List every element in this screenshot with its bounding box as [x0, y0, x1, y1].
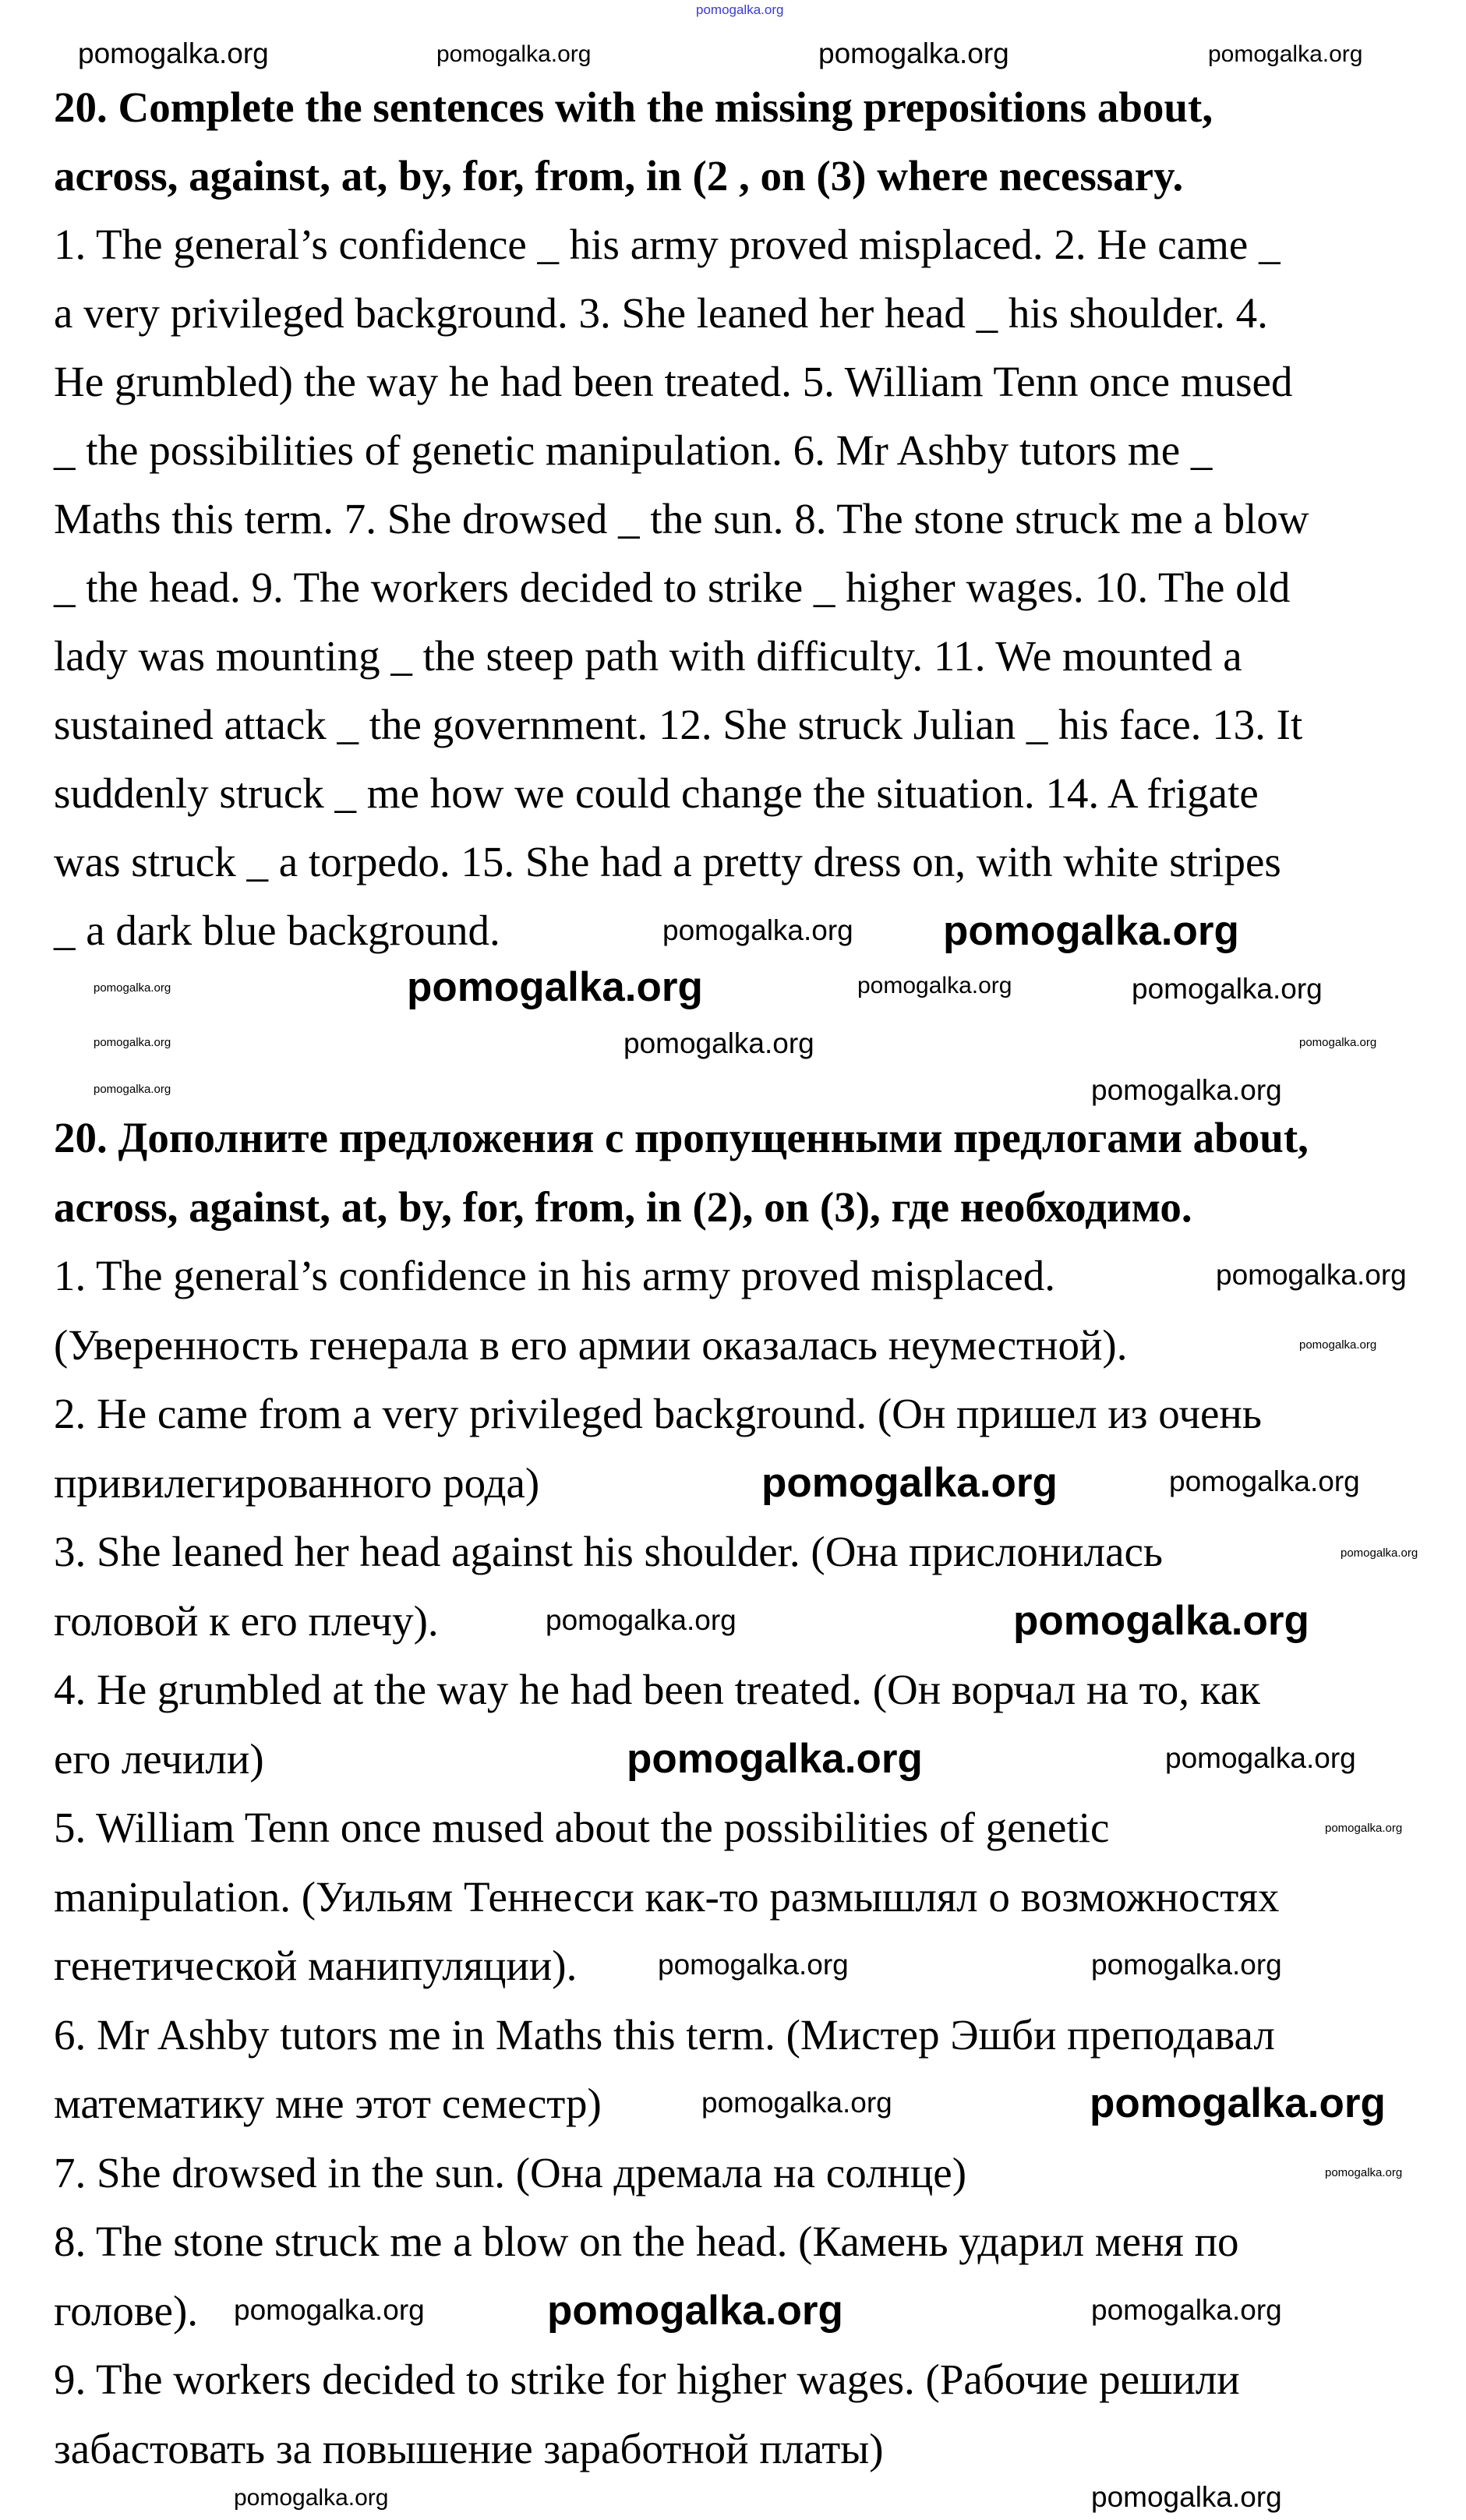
answer-line: 5. William Tenn once mused about the possibilities of genetic — [54, 1804, 1110, 1851]
exercise-title-en: across, against, at, by, for, from, in (2 , on (3) where necessary. — [54, 152, 1184, 200]
exercise-text-line: _ a dark blue background. — [54, 907, 500, 954]
watermark: pomogalka.org — [818, 37, 1009, 69]
watermark: pomogalka.org — [1216, 1259, 1407, 1291]
answer-line: 3. She leaned her head against his shoulder. (Она прислонилась — [54, 1528, 1163, 1575]
watermark: pomogalka.org — [407, 964, 703, 1010]
watermark: pomogalka.org — [701, 2087, 892, 2119]
answer-line: 1. The general’s confidence in his army proved misplaced. — [54, 1252, 1055, 1299]
watermark: pomogalka.org — [658, 1949, 849, 1981]
answer-line: головой к его плечу). — [54, 1597, 439, 1645]
answer-line: его лечили) — [54, 1735, 264, 1783]
watermark: pomogalka.org — [1299, 1338, 1377, 1352]
watermark: pomogalka.org — [627, 1736, 923, 1782]
answer-line: математику мне этот семестр) — [54, 2080, 602, 2127]
answer-line: генетической манипуляции). — [54, 1942, 578, 1989]
watermark: pomogalka.org — [761, 1460, 1058, 1506]
watermark: pomogalka.org — [1091, 1074, 1282, 1106]
watermark: pomogalka.org — [1325, 1822, 1403, 1835]
exercise-text-line: Maths this term. 7. She drowsed _ the sun. 8. The stone struck me a blow — [54, 495, 1309, 543]
watermark: pomogalka.org — [1208, 41, 1363, 67]
answer-line: (Уверенность генерала в его армии оказалась неуместной). — [54, 1321, 1128, 1369]
watermark: pomogalka.org — [1169, 1465, 1360, 1497]
watermark: pomogalka.org — [696, 2, 784, 17]
watermark: pomogalka.org — [943, 908, 1239, 954]
watermark: pomogalka.org — [1132, 973, 1323, 1005]
watermark: pomogalka.org — [1325, 2166, 1403, 2179]
exercise-text-line: suddenly struck _ me how we could change the situation. 14. A frigate — [54, 769, 1259, 817]
watermark: pomogalka.org — [1341, 1546, 1418, 1560]
watermark: pomogalka.org — [1091, 2294, 1282, 2326]
exercise-title-en: 20. Complete the sentences with the missing prepositions about, — [54, 83, 1213, 131]
watermark: pomogalka.org — [547, 2288, 843, 2334]
answer-line: привилегированного рода) — [54, 1459, 540, 1507]
answer-line: 7. She drowsed in the sun. (Она дремала на солнце) — [54, 2149, 967, 2197]
watermark: pomogalka.org — [1091, 2481, 1282, 2513]
watermark: pomogalka.org — [857, 973, 1012, 998]
exercise-text-line: was struck _ a torpedo. 15. She had a pretty dress on, with white stripes — [54, 838, 1281, 885]
watermark: pomogalka.org — [1013, 1598, 1309, 1644]
exercise-text-line: He grumbled) the way he had been treated. 5. William Tenn once mused — [54, 358, 1293, 405]
exercise-text-line: _ the possibilities of genetic manipulation. 6. Mr Ashby tutors me _ — [54, 426, 1213, 474]
exercise-text-line: _ the head. 9. The workers decided to strike _ higher wages. 10. The old — [54, 564, 1291, 611]
exercise-text-line: sustained attack _ the government. 12. She struck Julian _ his face. 13. It — [54, 701, 1303, 748]
answer-line: забастовать за повышение заработной платы) — [54, 2425, 884, 2472]
exercise-text-line: lady was mounting _ the steep path with difficulty. 11. We mounted a — [54, 632, 1242, 680]
exercise-title-ru: across, against, at, by, for, from, in (2), on (3), где необходимо. — [54, 1182, 1192, 1231]
watermark: pomogalka.org — [94, 1083, 171, 1096]
answer-line: 6. Mr Ashby tutors me in Maths this term. (Мистер Эшби преподавал — [54, 2011, 1275, 2059]
watermark: pomogalka.org — [1299, 1036, 1377, 1049]
watermark: pomogalka.org — [1091, 1949, 1282, 1981]
watermark: pomogalka.org — [1090, 2080, 1386, 2126]
watermark: pomogalka.org — [436, 41, 592, 67]
exercise-title-ru: 20. Дополните предложения с пропущенными предлогами about, — [54, 1114, 1309, 1161]
answer-line: 2. He came from a very privileged background. (Он пришел из очень — [54, 1390, 1262, 1437]
answer-line: 9. The workers decided to strike for higher wages. (Рабочие решили — [54, 2356, 1240, 2403]
watermark: pomogalka.org — [1165, 1742, 1356, 1774]
watermark: pomogalka.org — [94, 1036, 171, 1049]
answer-line: 8. The stone struck me a blow on the head. (Камень ударил меня по — [54, 2218, 1239, 2265]
exercise-text-line: 1. The general’s confidence _ his army proved misplaced. 2. He came _ — [54, 221, 1281, 268]
answer-line: manipulation. (Уильям Теннесси как-то размышлял о возможностях — [54, 1873, 1280, 1921]
watermark: pomogalka.org — [623, 1027, 814, 1059]
watermark: pomogalka.org — [234, 2294, 425, 2326]
watermark: pomogalka.org — [78, 37, 269, 69]
answer-line: голове). — [54, 2287, 199, 2334]
watermark: pomogalka.org — [546, 1604, 737, 1636]
watermark: pomogalka.org — [662, 914, 853, 946]
watermark: pomogalka.org — [94, 981, 171, 995]
exercise-text-line: a very privileged background. 3. She leaned her head _ his shoulder. 4. — [54, 289, 1268, 337]
answer-line: 4. He grumbled at the way he had been treated. (Он ворчал на то, как — [54, 1666, 1260, 1713]
watermark: pomogalka.org — [234, 2485, 389, 2511]
